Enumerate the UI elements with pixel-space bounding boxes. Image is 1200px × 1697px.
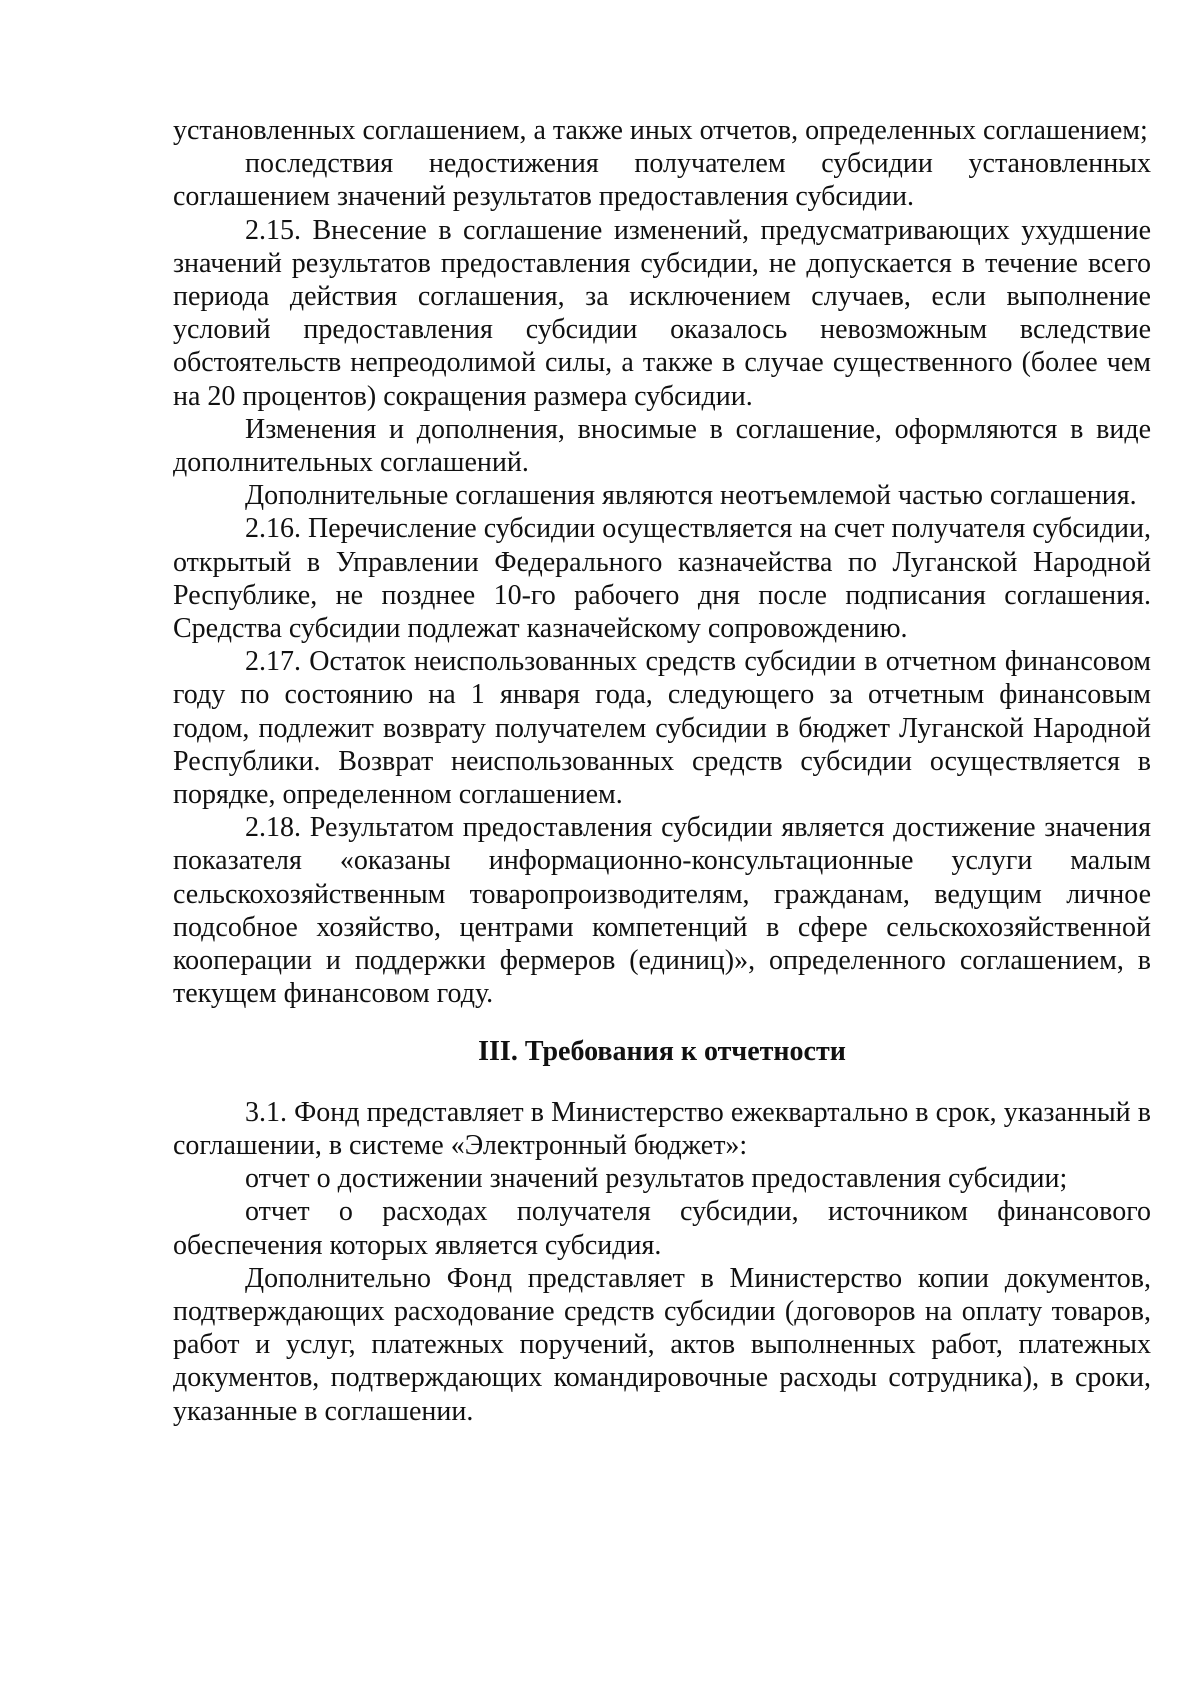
paragraph-3-1: 3.1. Фонд представляет в Министерство ежеквартально в срок, указанный в соглашении, в системе «Электронный бюджет»:: [173, 1096, 1151, 1161]
paragraph: отчет о достижении значений результатов предоставления субсидии;: [245, 1163, 1068, 1195]
paragraph-2-18: 2.18. Результатом предоставления субсидии является достижение значения показателя «оказаны информационно-консультационные услуги малым сельскохозяйственным товаропроизводителям, гражданам, ведущим личное подсобное хозяйство, центрами компетенций в сфере сельскохозяйственной кооперации и поддержки фермеров (единиц)», определенного соглашением, в текущем финансовом году.: [173, 812, 1151, 1010]
paragraph-2-15: 2.15. Внесение в соглашение изменений, предусматривающих ухудшение значений результатов предоставления субсидии, не допускается в течение всего периода действия соглашения, за исключением случаев, если выполнение условий предоставления субсидии оказалось невозможным вследствие обстоятельств непреодолимой силы, а также в случае существенного (более чем на 20 процентов) сокращения размера субсидии.: [173, 214, 1151, 412]
paragraph: установленных соглашением, а также иных отчетов, определенных соглашением;: [173, 115, 1148, 146]
paragraph-2-17: 2.17. Остаток неиспользованных средств субсидии в отчетном финансовом году по состоянию на 1 января года, следующего за отчетным финансовым годом, подлежит возврату получателем субсидии в бюджет Луганской Народной Республики. Возврат неиспользованных средств субсидии осуществляется в порядке, определенном соглашением.: [173, 646, 1151, 811]
paragraph: последствия недостижения получателем субсидии установленных соглашением значений результатов предоставления субсидии.: [173, 148, 1151, 213]
section-heading: III. Требования к отчетности: [478, 1036, 846, 1068]
paragraph: Дополнительно Фонд представляет в Министерство копии документов, подтверждающих расходование средств субсидии (договоров на оплату товаров, работ и услуг, платежных поручений, актов выполненных работ, платежных документов, подтверждающих командировочные расходы сотрудника), в сроки, указанные в соглашении.: [173, 1262, 1151, 1427]
paragraph: Дополнительные соглашения являются неотъемлемой частью соглашения.: [245, 480, 1137, 512]
paragraph-2-16: 2.16. Перечисление субсидии осуществляется на счет получателя субсидии, открытый в Управлении Федерального казначейства по Луганской Народной Республике, не позднее 10-го рабочего дня после подписания соглашения. Средства субсидии подлежат казначейскому сопровождению.: [173, 513, 1151, 645]
document-page: [173, 114, 1151, 1428]
paragraph: отчет о расходах получателя субсидии, источником финансового обеспечения которых является субсидия.: [173, 1196, 1151, 1261]
paragraph: Изменения и дополнения, вносимые в соглашение, оформляются в виде дополнительных соглашений.: [173, 413, 1151, 479]
